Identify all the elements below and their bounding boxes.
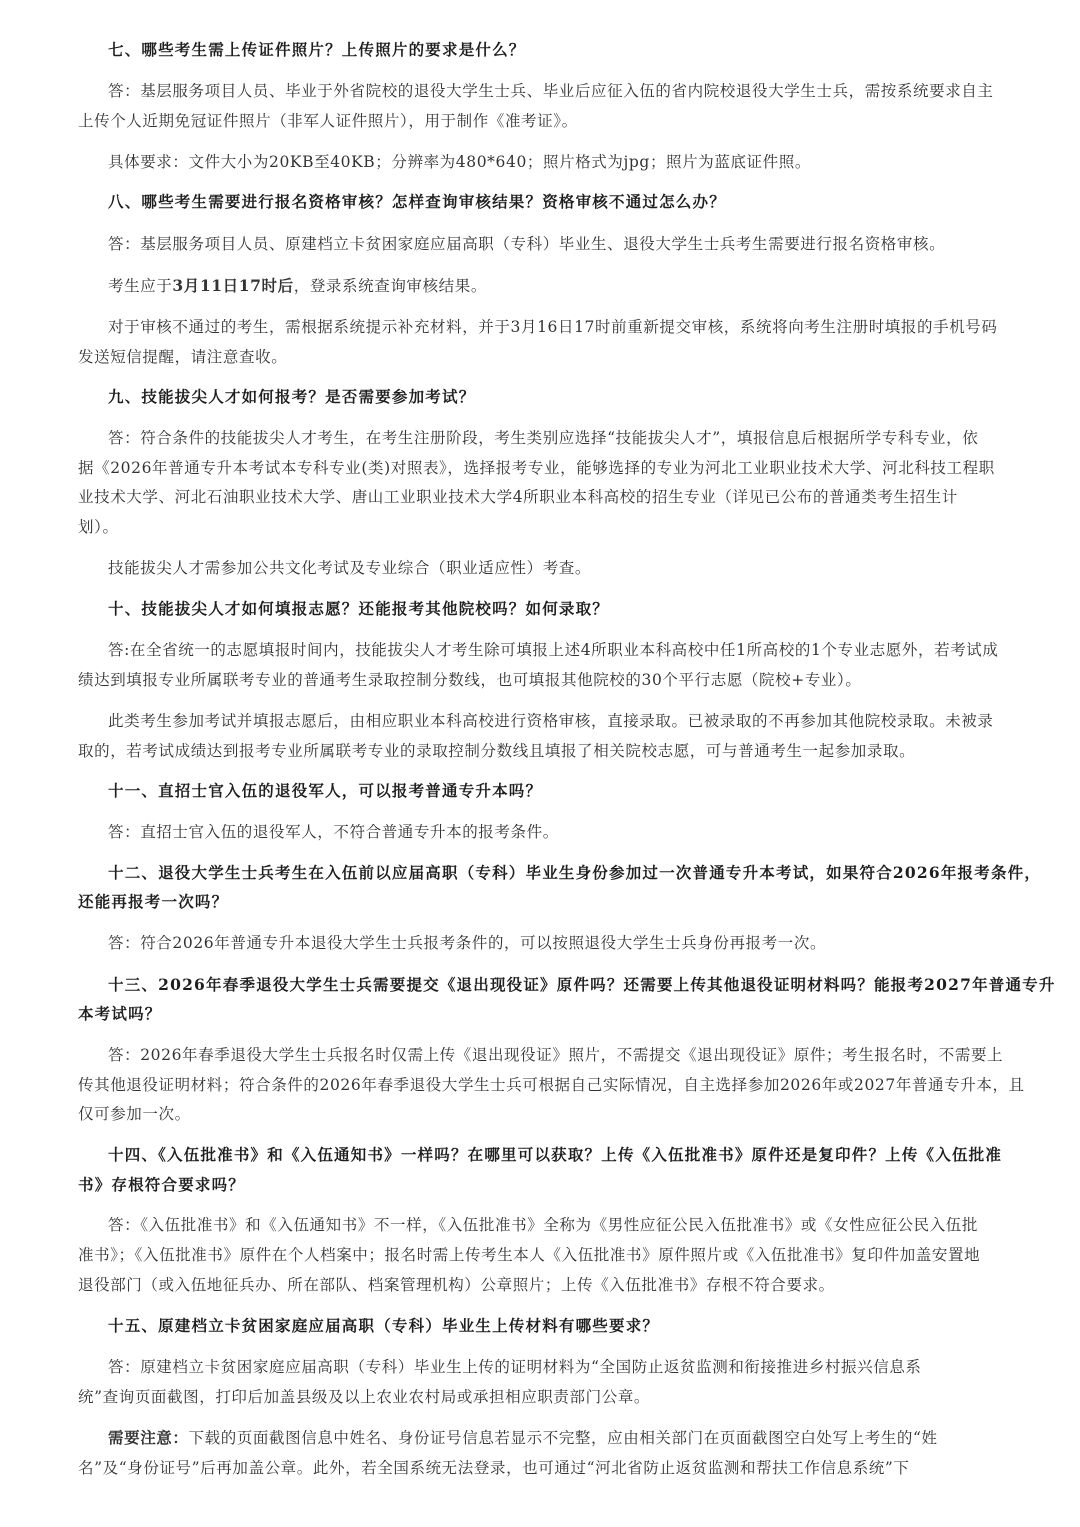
answer-paragraph-q14: 退役部门（或入伍地征兵办、所在部队、档案管理机构）公章照片；上传《入伍批准书》存根不符合要求。 bbox=[78, 1276, 835, 1294]
answer-paragraph-q10: 绩达到填报专业所属联考专业的普通考生录取控制分数线，也可填报其他院校的30个平行志愿（院校+专业）。 bbox=[78, 671, 862, 689]
question-heading-q7: 七、哪些考生需上传证件照片？上传照片的要求是什么？ bbox=[108, 40, 526, 59]
answer-paragraph-q9: 技能拔尖人才需参加公共文化考试及专业综合（职业适应性）考查。 bbox=[108, 559, 592, 577]
answer-paragraph-q10: 此类考生参加考试并填报志愿后，由相应职业本科高校进行资格审核，直接录取。已被录取的不再参加其他院校录取。未被录 bbox=[108, 712, 994, 730]
answer-paragraph-q14: 答：《入伍批准书》和《入伍通知书》不一样，《入伍批准书》全称为《男性应征公民入伍批准书》或《女性应征公民入伍批 bbox=[108, 1216, 979, 1234]
answer-paragraph-q7: 上传个人近期免冠证件照片（非军人证件照片），用于制作《准考证》。 bbox=[78, 112, 578, 130]
question-heading-q14: 书》存根符合要求吗？ bbox=[78, 1175, 246, 1194]
emphasis-text: 3月11日17时后 bbox=[172, 276, 294, 295]
question-heading-q12: 还能再报考一次吗？ bbox=[78, 892, 229, 911]
answer-paragraph-q13: 传其他退役证明材料；符合条件的2026年春季退役大学生士兵可根据自己实际情况，自主选择参加2026年或2027年普通专升本，且 bbox=[78, 1076, 1025, 1094]
answer-paragraph-q9: 据《2026年普通专升本考试本专科专业(类)对照表》，选择报考专业，能够选择的专业为河北工业职业技术大学、河北科技工程职 bbox=[78, 459, 995, 477]
question-heading-q13: 十三、2026年春季退役大学生士兵需要提交《退出现役证》原件吗？还需要上传其他退役证明材料吗？能报考2027年普通专升 bbox=[108, 975, 1056, 994]
answer-paragraph-q13: 答：2026年春季退役大学生士兵报名时仅需上传《退出现役证》照片，不需提交《退出现役证》原件；考生报名时，不需要上 bbox=[108, 1046, 1004, 1064]
answer-paragraph-q12: 答：符合2026年普通专升本退役大学生士兵报考条件的，可以按照退役大学生士兵身份再报考一次。 bbox=[108, 934, 827, 952]
answer-paragraph-q13: 仅可参加一次。 bbox=[78, 1105, 191, 1123]
answer-paragraph-q15: 名”及“身份证号”后再加盖公章。此外，若全国系统无法登录，也可通过“河北省防止返贫监测和帮扶工作信息系统”下 bbox=[78, 1459, 910, 1477]
answer-paragraph-q14: 准书》；《入伍批准书》原件在个人档案中；报名时需上传考生本人《入伍批准书》原件照片或《入伍批准书》复印件加盖安置地 bbox=[78, 1246, 981, 1264]
answer-paragraph-q7: 答：基层服务项目人员、毕业于外省院校的退役大学生士兵、毕业后应征入伍的省内院校退役大学生士兵，需按系统要求自主 bbox=[108, 82, 994, 100]
answer-paragraph-q8: 答：基层服务项目人员、原建档立卡贫困家庭应届高职（专科）毕业生、退役大学生士兵考生需要进行报名资格审核。 bbox=[108, 235, 946, 253]
answer-paragraph-q9: 答：符合条件的技能拔尖人才考生，在考生注册阶段，考生类别应选择“技能拔尖人才”，填报信息后根据所学专科专业，依 bbox=[108, 429, 979, 447]
question-heading-q14: 十四、《入伍批准书》和《入伍通知书》一样吗？在哪里可以获取？上传《入伍批准书》原件还是复印件？上传《入伍批准 bbox=[108, 1145, 1003, 1164]
question-heading-q8: 八、哪些考生需要进行报名资格审核？怎样查询审核结果？资格审核不通过怎么办？ bbox=[108, 192, 726, 211]
answer-paragraph-q10: 取的，若考试成绩达到报考专业所属联考专业的录取控制分数线且填报了相关院校志愿，可与普通考生一起参加录取。 bbox=[78, 742, 916, 760]
answer-paragraph-q15: 答：原建档立卡贫困家庭应届高职（专科）毕业生上传的证明材料为“全国防止返贫监测和衔接推进乡村振兴信息系 bbox=[108, 1358, 922, 1376]
question-heading-q12: 十二、退役大学生士兵考生在入伍前以应届高职（专科）毕业生身份参加过一次普通专升本考试，如果符合2026年报考条件， bbox=[108, 863, 1042, 882]
answer-paragraph-q8: 发送短信提醒，请注意查收。 bbox=[78, 348, 288, 366]
answer-paragraph-q11: 答：直招士官入伍的退役军人，不符合普通专升本的报考条件。 bbox=[108, 823, 559, 841]
answer-paragraph-q8: 考生应于3月11日17时后，登录系统查询审核结果。 bbox=[108, 276, 487, 295]
question-heading-q11: 十一、直招士官入伍的退役军人，可以报考普通专升本吗？ bbox=[108, 781, 543, 800]
answer-paragraph-q8: 对于审核不通过的考生，需根据系统提示补充材料，并于3月16日17时前重新提交审核，系统将向考生注册时填报的手机号码 bbox=[108, 318, 998, 336]
answer-paragraph-q7: 具体要求：文件大小为20KB至40KB；分辨率为480*640；照片格式为jpg；照片为蓝底证件照。 bbox=[108, 153, 811, 171]
emphasis-text: 需要注意： bbox=[108, 1428, 189, 1447]
answer-paragraph-q9: 划）。 bbox=[78, 518, 119, 536]
answer-paragraph-q9: 业技术大学、河北石油职业技术大学、唐山工业职业技术大学4所职业本科高校的招生专业（详见已公布的普通类考生招生计 bbox=[78, 488, 958, 506]
answer-paragraph-q10: 答:在全省统一的志愿填报时间内，技能拔尖人才考生除可填报上述4所职业本科高校中任1所高校的1个专业志愿外，若考试成 bbox=[108, 641, 999, 659]
question-heading-q13: 本考试吗？ bbox=[78, 1004, 162, 1023]
question-heading-q10: 十、技能拔尖人才如何填报志愿？还能报考其他院校吗？如何录取？ bbox=[108, 599, 610, 618]
question-heading-q15: 十五、原建档立卡贫困家庭应届高职（专科）毕业生上传材料有哪些要求？ bbox=[108, 1316, 660, 1335]
question-heading-q9: 九、技能拔尖人才如何报考？是否需要参加考试？ bbox=[108, 387, 476, 406]
answer-paragraph-q15: 统”查询页面截图，打印后加盖县级及以上农业农村局或承担相应职责部门公章。 bbox=[78, 1388, 651, 1406]
answer-paragraph-q15: 需要注意：下载的页面截图信息中姓名、身份证号信息若显示不完整，应由相关部门在页面截图空白处写上考生的“姓 bbox=[108, 1428, 938, 1447]
